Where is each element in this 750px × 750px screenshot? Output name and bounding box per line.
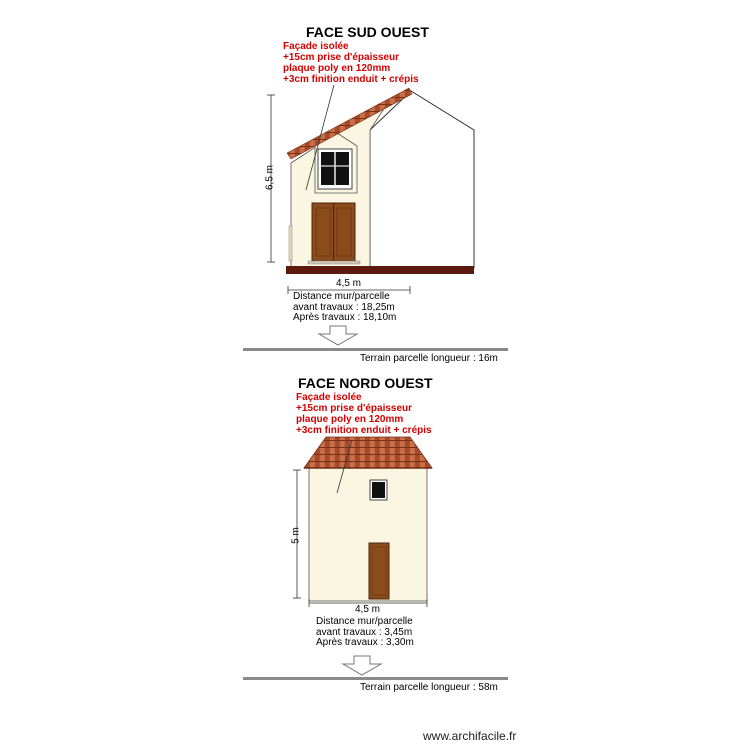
note-line: +3cm finition enduit + crépis	[296, 425, 432, 436]
roof-nord	[304, 437, 432, 468]
note-line: +15cm prise d'épaisseur	[296, 403, 413, 414]
terrain-label-nord-ouest: Terrain parcelle longueur : 58m	[360, 682, 498, 693]
height-dimension-label: 6,5 m	[264, 165, 276, 191]
note-line: +3cm finition enduit + crépis	[283, 74, 419, 85]
distance-line: Après travaux : 3,30m	[316, 637, 414, 648]
distance-line: Distance mur/parcelle	[293, 291, 390, 302]
width-dimension-label: 4,5 m	[336, 278, 362, 289]
right-gable-wall	[370, 91, 474, 268]
distance-info-sud-ouest	[293, 292, 396, 324]
height-dimension-label-nord: 5 m	[290, 527, 302, 544]
note-line: Façade isolée	[283, 41, 349, 52]
ground	[286, 266, 474, 274]
house-sud-ouest	[286, 85, 474, 274]
distance-line: Distance mur/parcelle	[316, 616, 413, 627]
distance-line: Après travaux : 18,10m	[293, 312, 397, 323]
note-line: +15cm prise d'épaisseur	[283, 52, 400, 63]
downpipe	[289, 226, 292, 261]
notes-sud-ouest	[283, 41, 419, 85]
width-dimension-label-nord: 4,5 m	[355, 604, 381, 615]
watermark-link[interactable]: www.archifacile.fr	[423, 729, 517, 743]
facade-wall-nord	[309, 468, 427, 601]
note-line: plaque poly en 120mm	[283, 63, 391, 74]
distance-line: avant travaux : 3,45m	[316, 626, 413, 638]
note-line: Façade isolée	[296, 392, 362, 403]
note-line: plaque poly en 120mm	[296, 414, 404, 425]
house-nord-ouest	[304, 437, 432, 601]
distance-info-nord-ouest	[316, 617, 414, 649]
title-nord-ouest: FACE NORD OUEST	[298, 375, 433, 391]
notes-nord-ouest	[296, 392, 432, 436]
distance-line: avant travaux : 18,25m	[293, 301, 395, 313]
terrain-label-sud-ouest: Terrain parcelle longueur : 16m	[360, 353, 498, 364]
title-sud-ouest: FACE SUD OUEST	[306, 24, 429, 40]
